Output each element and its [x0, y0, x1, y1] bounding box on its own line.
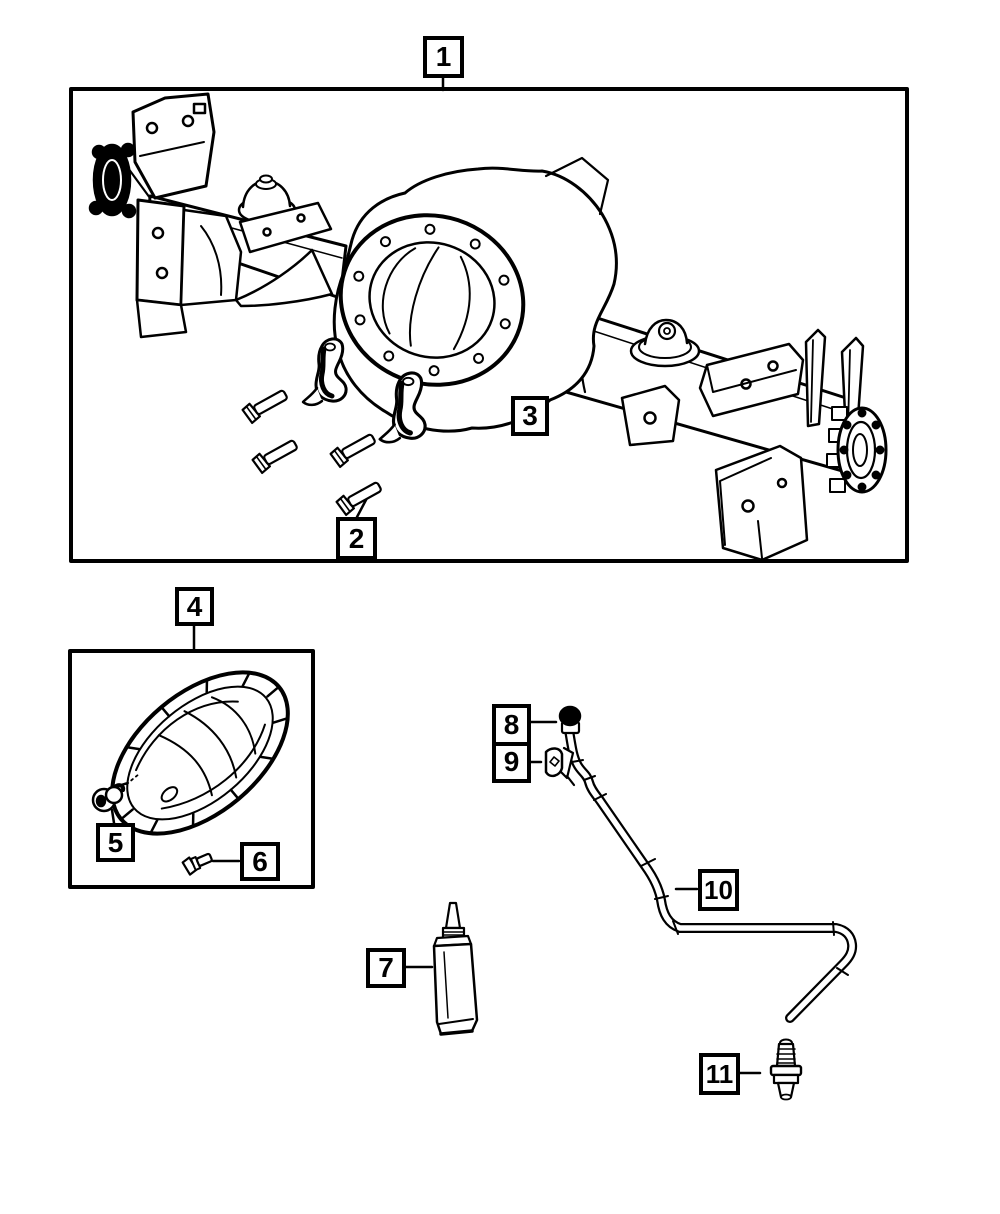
callout-box-5: [96, 823, 135, 862]
vent-hose-joints: [572, 760, 848, 975]
callout-label-1: 1: [435, 41, 452, 72]
callout-label-5: 5: [107, 826, 124, 858]
bracket-mid-lower: [622, 386, 679, 445]
callout-box-2: [336, 517, 377, 560]
callout-label-10: 10: [704, 875, 733, 905]
callout-label-3: 3: [522, 400, 538, 431]
vent-hose-clip: [546, 748, 574, 785]
vent-fitting: [771, 1040, 801, 1100]
callout-box-9: [496, 742, 527, 780]
sealant-tube: [434, 903, 477, 1034]
mounting-bolt: [330, 430, 378, 468]
callout-box-4: [175, 587, 214, 626]
callout-box-1: [423, 36, 464, 78]
axle-housing-drawing: [90, 94, 886, 560]
axle-tube-right: [552, 306, 846, 472]
callout-label-6: 6: [252, 845, 268, 877]
leader-line-5: [112, 810, 114, 823]
vent-hose-cap: [560, 707, 580, 733]
callout-label-11: 11: [705, 1059, 734, 1089]
shock-bracket-right: [716, 446, 807, 560]
mounting-bolt: [252, 436, 300, 474]
callout-label-2: 2: [348, 522, 365, 554]
callout-label-4: 4: [186, 590, 203, 622]
callout-box-8-9: [492, 704, 531, 783]
spring-seat-mid: [631, 320, 699, 366]
callout-label-8: 8: [503, 708, 520, 740]
callout-label-9: 9: [503, 746, 520, 778]
callout-box-11: [699, 1053, 740, 1095]
callout-box-10: [698, 869, 739, 911]
callout-label-7: 7: [378, 952, 394, 983]
bracket-upper-left: [133, 94, 214, 198]
cover-bolt: [182, 850, 214, 876]
callout-box-3: [511, 396, 549, 436]
callout-box-6: [240, 842, 280, 881]
callout-box-7: [366, 948, 406, 988]
retainer-bracket: [303, 339, 346, 405]
callout-box-8: [496, 708, 527, 742]
mounting-bolt: [242, 386, 290, 424]
